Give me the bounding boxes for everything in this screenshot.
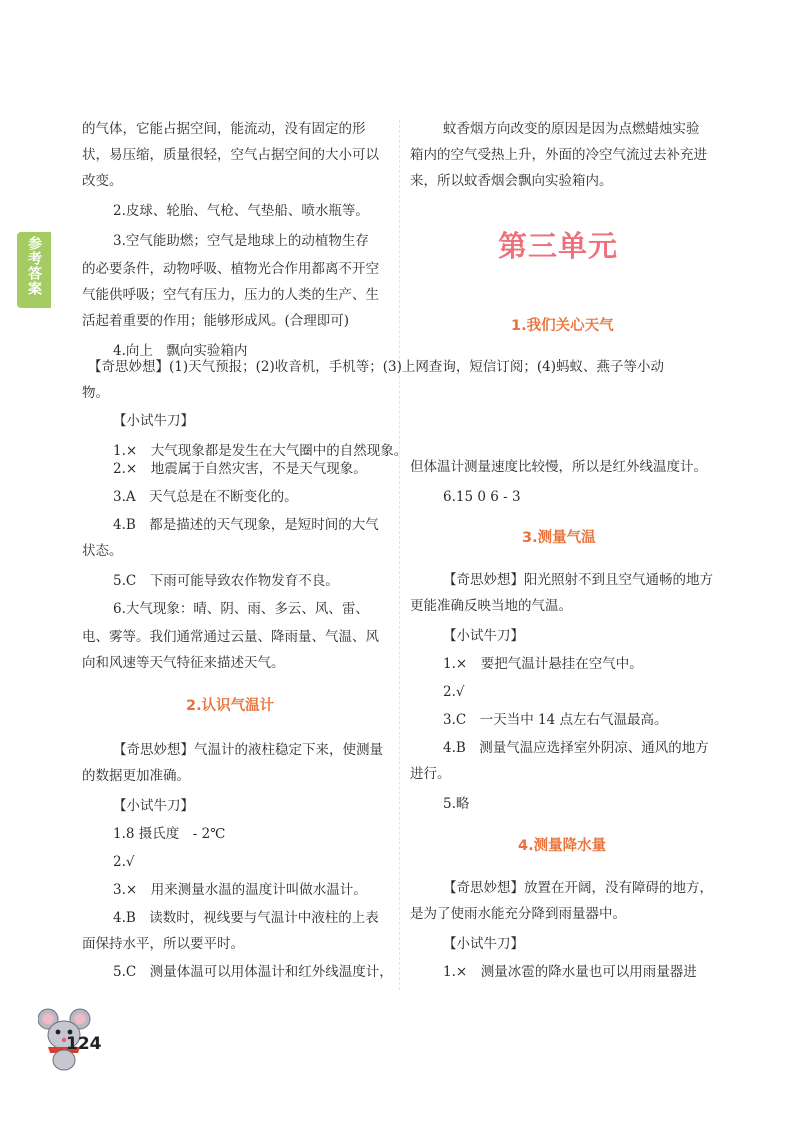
side-tab-label: 参考答案 — [26, 236, 42, 296]
text-line: 【奇思妙想】阳光照射不到且空气通畅的地方 — [443, 572, 713, 588]
text-line: 进行。 — [410, 766, 451, 782]
text-line: 气能供呼吸；空气有压力，压力的人类的生产、生 — [82, 287, 379, 303]
text-line: 是为了使雨水能充分降到雨量器中。 — [410, 906, 626, 922]
text-line: 面保持水平，所以要平时。 — [82, 936, 244, 952]
text-line: 的必要条件，动物呼吸、植物光合作用都离不开空 — [82, 261, 379, 277]
text-line: 4.B 测量气温应选择室外阴凉、通风的地方 — [443, 740, 709, 756]
text-line: 5.略 — [443, 796, 470, 812]
text-line: 2.× 地震属于自然灾害，不是天气现象。 — [113, 461, 367, 477]
text-line: 【小试牛刀】 — [113, 413, 194, 429]
section-heading: 3.测量气温 — [522, 530, 596, 546]
text-line: 2.√ — [113, 854, 135, 870]
section-heading: 4.测量降水量 — [518, 838, 607, 854]
section-heading: 1.我们关心天气 — [511, 318, 614, 334]
text-line: 【奇思妙想】气温计的液柱稳定下来，使测量 — [113, 742, 383, 758]
text-line: 3.A 天气总是在不断变化的。 — [113, 489, 298, 505]
text-line: 6.大气现象：晴、阴、雨、多云、风、雷、 — [113, 601, 369, 617]
text-line: 状，易压缩，质量很轻，空气占据空间的大小可以 — [82, 147, 379, 163]
text-line: 3.空气能助燃；空气是地球上的动植物生存 — [113, 233, 369, 249]
column-divider — [399, 120, 401, 990]
text-line: 【奇思妙想】放置在开阔，没有障碍的地方， — [443, 880, 713, 896]
text-line: 箱内的空气受热上升，外面的冷空气流过去补充进 — [410, 147, 707, 163]
text-line: 2.√ — [443, 684, 465, 700]
text-line: 【小试牛刀】 — [443, 628, 524, 644]
text-line: 5.C 测量体温可以用体温计和红外线温度计， — [113, 964, 393, 980]
text-line: 但体温计测量速度比较慢，所以是红外线温度计。 — [410, 459, 707, 475]
text-line: 1.× 要把气温计悬挂在空气中。 — [443, 656, 643, 672]
text-line: 的气体，它能占据空间，能流动，没有固定的形 — [82, 121, 366, 137]
text-line: 【奇思妙想】(1)天气预报；(2)收音机，手机等；(3)上网查询，短信订阅；(4)蚂蚁、燕子等小动 — [88, 359, 664, 375]
text-line: 来，所以蚊香烟会飘向实验箱内。 — [410, 173, 613, 189]
text-line: 4.B 读数时，视线要与气温计中液柱的上表 — [113, 910, 379, 926]
text-line: 1.× 大气现象都是发生在大气圈中的自然现象。 — [113, 443, 408, 459]
page-number: 124 — [66, 1034, 102, 1054]
text-line: 1.8 摄氏度 - 2℃ — [113, 826, 226, 842]
section-heading: 2.认识气温计 — [186, 698, 275, 714]
text-line: 6.15 0 6 - 3 — [443, 489, 521, 505]
text-line: 蚊香烟方向改变的原因是因为点燃蜡烛实验 — [443, 121, 700, 137]
text-line: 2.皮球、轮胎、气枪、气垫船、喷水瓶等。 — [113, 203, 369, 219]
text-line: 的数据更加准确。 — [82, 768, 190, 784]
text-line: 【小试牛刀】 — [443, 936, 524, 952]
text-line: 4.B 都是描述的天气现象，是短时间的大气 — [113, 517, 379, 533]
unit-title: 第三单元 — [498, 229, 619, 263]
text-line: 活起着重要的作用；能够形成风。(合理即可) — [82, 313, 350, 329]
text-line: 状态。 — [82, 543, 123, 559]
text-line: 更能准确反映当地的气温。 — [410, 598, 572, 614]
text-line: 【小试牛刀】 — [113, 798, 194, 814]
text-line: 5.C 下雨可能导致农作物发育不良。 — [113, 573, 339, 589]
text-line: 4.向上 飘向实验箱内 — [113, 343, 248, 359]
text-line: 向和风速等天气特征来描述天气。 — [82, 655, 285, 671]
text-line: 改变。 — [82, 173, 123, 189]
text-line: 电、雾等。我们通常通过云量、降雨量、气温、风 — [82, 629, 379, 645]
text-line: 1.× 测量冰雹的降水量也可以用雨量器进 — [443, 964, 697, 980]
text-line: 3.× 用来测量水温的温度计叫做水温计。 — [113, 882, 367, 898]
text-line: 物。 — [82, 385, 109, 401]
text-line: 3.C 一天当中 14 点左右气温最高。 — [443, 712, 668, 728]
